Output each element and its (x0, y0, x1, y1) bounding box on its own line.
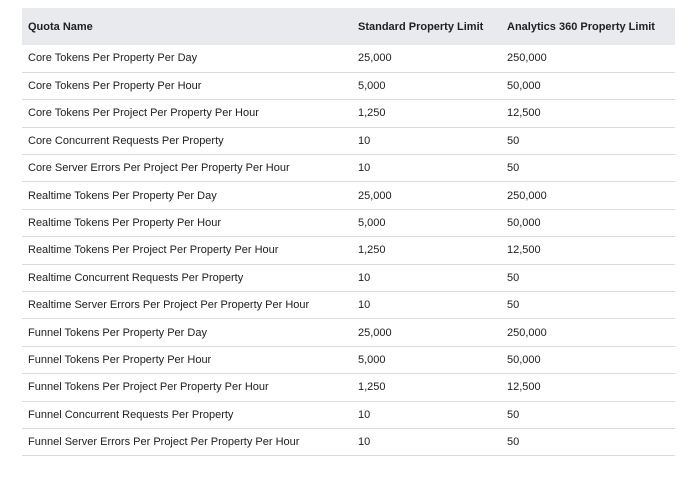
standard-limit-cell: 25,000 (358, 52, 392, 65)
quota-name-cell: Realtime Concurrent Requests Per Property (28, 271, 244, 284)
analytics-360-limit-cell: 50 (507, 299, 520, 312)
standard-limit-cell: 10 (358, 271, 371, 284)
standard-limit-cell: 10 (358, 134, 371, 147)
table-body (22, 45, 675, 456)
table-row (22, 72, 675, 99)
quota-name-cell: Funnel Tokens Per Property Per Day (28, 326, 207, 339)
standard-limit-cell: 10 (358, 408, 371, 421)
analytics-360-limit-cell: 12,500 (507, 381, 541, 394)
table-row (22, 209, 675, 236)
table-row (22, 237, 675, 264)
table-row (22, 346, 675, 373)
table-row (22, 401, 675, 428)
header-row (22, 8, 675, 45)
standard-limit-cell: 10 (358, 299, 371, 312)
table-row (22, 428, 675, 455)
header-standard-limit: Standard Property Limit (358, 20, 484, 33)
standard-limit-cell: 5,000 (358, 353, 386, 366)
table-row (22, 264, 675, 291)
standard-limit-cell: 10 (358, 436, 371, 449)
standard-limit-cell: 25,000 (358, 189, 392, 202)
standard-limit-cell: 10 (358, 162, 371, 175)
header-quota-name: Quota Name (28, 20, 93, 33)
analytics-360-limit-cell: 12,500 (507, 107, 541, 120)
quota-name-cell: Funnel Tokens Per Property Per Hour (28, 353, 212, 366)
standard-limit-cell: 1,250 (358, 107, 386, 120)
analytics-360-limit-cell: 50 (507, 162, 520, 175)
table-row (22, 127, 675, 154)
quota-name-cell: Funnel Concurrent Requests Per Property (28, 408, 234, 421)
table-row (22, 45, 675, 72)
quota-table-container (22, 8, 675, 456)
analytics-360-limit-cell: 250,000 (507, 52, 547, 65)
analytics-360-limit-cell: 50 (507, 271, 520, 284)
standard-limit-cell: 5,000 (358, 217, 386, 230)
quota-name-cell: Core Concurrent Requests Per Property (28, 134, 224, 147)
quota-name-cell: Funnel Tokens Per Project Per Property Per Hour (28, 381, 269, 394)
quota-name-cell: Realtime Tokens Per Property Per Day (28, 189, 217, 202)
table-row (22, 374, 675, 401)
quota-name-cell: Realtime Tokens Per Property Per Hour (28, 217, 221, 230)
table-row (22, 155, 675, 182)
analytics-360-limit-cell: 50 (507, 408, 520, 421)
quota-name-cell: Funnel Server Errors Per Project Per Property Per Hour (28, 436, 300, 449)
quota-name-cell: Realtime Server Errors Per Project Per Property Per Hour (28, 299, 310, 312)
analytics-360-limit-cell: 250,000 (507, 189, 547, 202)
table-row (22, 100, 675, 127)
quota-name-cell: Core Tokens Per Property Per Day (28, 52, 198, 65)
analytics-360-limit-cell: 50 (507, 134, 520, 147)
table-row (22, 292, 675, 319)
standard-limit-cell: 1,250 (358, 381, 386, 394)
analytics-360-limit-cell: 50,000 (507, 217, 541, 230)
table-header (22, 8, 675, 45)
quota-name-cell: Core Server Errors Per Project Per Property Per Hour (28, 162, 290, 175)
quota-name-cell: Core Tokens Per Project Per Property Per Hour (28, 107, 259, 120)
standard-limit-cell: 5,000 (358, 80, 386, 93)
analytics-360-limit-cell: 50,000 (507, 353, 541, 366)
quota-name-cell: Realtime Tokens Per Project Per Property Per Hour (28, 244, 279, 257)
standard-limit-cell: 1,250 (358, 244, 386, 257)
analytics-360-limit-cell: 50 (507, 436, 520, 449)
analytics-360-limit-cell: 12,500 (507, 244, 541, 257)
header-analytics-360-limit: Analytics 360 Property Limit (507, 20, 655, 33)
standard-limit-cell: 25,000 (358, 326, 392, 339)
quota-name-cell: Core Tokens Per Property Per Hour (28, 80, 202, 93)
table-row (22, 182, 675, 209)
quota-table (22, 8, 675, 456)
analytics-360-limit-cell: 250,000 (507, 326, 547, 339)
table-row (22, 319, 675, 346)
analytics-360-limit-cell: 50,000 (507, 80, 541, 93)
